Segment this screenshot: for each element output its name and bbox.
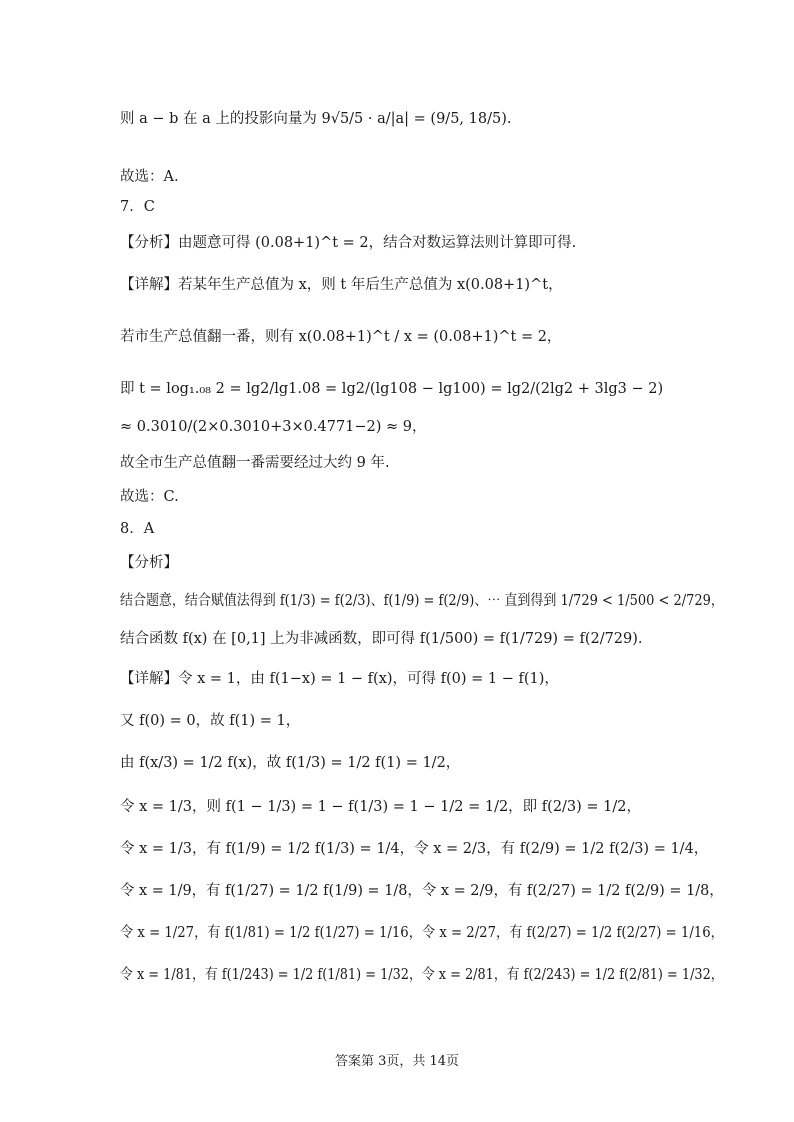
line-answer-6 <box>120 170 179 185</box>
line-text: 令 x = 1/3，有 f(1/9) = 1/2 f(1/3) = 1/4，令 x = 2/3，有 f(2/9) = 1/2 f(2/3) = 1/4， <box>120 841 709 857</box>
line-text: 则 a − b 在 a 上的投影向量为 9√5/5 · a/|a| = (9/5, 18/5). <box>120 111 512 127</box>
line-text: 令 x = 1/9，有 f(1/27) = 1/2 f(1/9) = 1/8，令 x = 2/9，有 f(2/27) = 1/2 f(2/9) = 1/8， <box>120 883 724 899</box>
line-q8-detail-1 <box>120 672 559 687</box>
line-q8-detail-3 <box>120 756 460 771</box>
line-text: 若市生产总值翻一番，则有 x(0.08+1)^t / x = (0.08+1)^t = 2， <box>120 329 562 345</box>
line-q8-detail-6 <box>120 884 724 899</box>
line-q7-detail-1 <box>120 278 563 293</box>
line-question-8-header <box>120 522 154 537</box>
line-q8-detail-8 <box>120 968 724 983</box>
line-text: 令 x = 1/3，则 f(1 − 1/3) = 1 − f(1/3) = 1 − 1/2 = 1/2，即 f(2/3) = 1/2， <box>120 799 642 815</box>
line-text: 7．C <box>120 199 155 215</box>
line-answer-7 <box>120 490 179 505</box>
line-text: 【详解】令 x = 1，由 f(1−x) = 1 − f(x)，可得 f(0) = 1 − f(1)， <box>120 671 559 687</box>
line-text: 故全市生产总值翻一番需要经过大约 9 年. <box>120 455 390 471</box>
line-text: 即 t = log₁.₀₈ 2 = lg2/lg1.08 = lg2/(lg108 − lg100) = lg2/(2lg2 + 3lg3 − 2) <box>120 381 664 397</box>
line-text: 令 x = 1/81，有 f(1/243) = 1/2 f(1/81) = 1/32，令 x = 2/81，有 f(2/243) = 1/2 f(2/81) = 1/32， <box>120 967 724 983</box>
line-text: 又 f(0) = 0，故 f(1) = 1， <box>120 713 301 729</box>
line-text: 结合题意，结合赋值法得到 f(1/3) = f(2/3)、f(1/9) = f(2/9)、⋯ 直到得到 1/729 < 1/500 < 2/729， <box>120 593 724 609</box>
line-text: 【分析】由题意可得 (0.08+1)^t = 2，结合对数运算法则计算即可得. <box>120 235 577 251</box>
line-q8-detail-5 <box>120 842 708 857</box>
line-q8-analysis-2 <box>120 632 643 647</box>
line-text: 8．A <box>120 521 155 537</box>
line-q7-conclusion <box>120 456 390 471</box>
line-q8-detail-4 <box>120 800 641 815</box>
line-question-7-header <box>120 200 155 215</box>
line-text: 故选：A. <box>120 169 179 185</box>
line-projection-vector <box>120 112 511 127</box>
line-text: 令 x = 1/27，有 f(1/81) = 1/2 f(1/27) = 1/16，令 x = 2/27，有 f(2/27) = 1/2 f(2/27) = 1/16， <box>120 925 724 941</box>
line-text: 【分析】 <box>120 555 178 571</box>
line-text: ≈ 0.3010/(2×0.3010+3×0.4771−2) ≈ 9， <box>120 419 427 435</box>
line-q8-detail-7 <box>120 926 724 941</box>
line-q7-analysis <box>120 236 576 251</box>
line-q7-detail-3 <box>120 382 663 397</box>
line-text: 故选：C. <box>120 489 179 505</box>
line-q8-analysis-label <box>120 556 178 571</box>
line-text: 由 f(x/3) = 1/2 f(x)，故 f(1/3) = 1/2 f(1) = 1/2， <box>120 755 461 771</box>
line-text: 结合函数 f(x) 在 [0,1] 上为非减函数，即可得 f(1/500) = f(1/729) = f(2/729). <box>120 631 643 647</box>
line-q8-analysis-1 <box>120 594 724 609</box>
line-q8-detail-2 <box>120 714 300 729</box>
page-footer: 答案第 3页，共 14页 <box>334 1054 460 1069</box>
line-text: 【详解】若某年生产总值为 x，则 t 年后生产总值为 x(0.08+1)^t， <box>120 277 563 293</box>
line-q7-detail-2 <box>120 330 561 345</box>
line-q7-detail-4 <box>120 420 427 435</box>
